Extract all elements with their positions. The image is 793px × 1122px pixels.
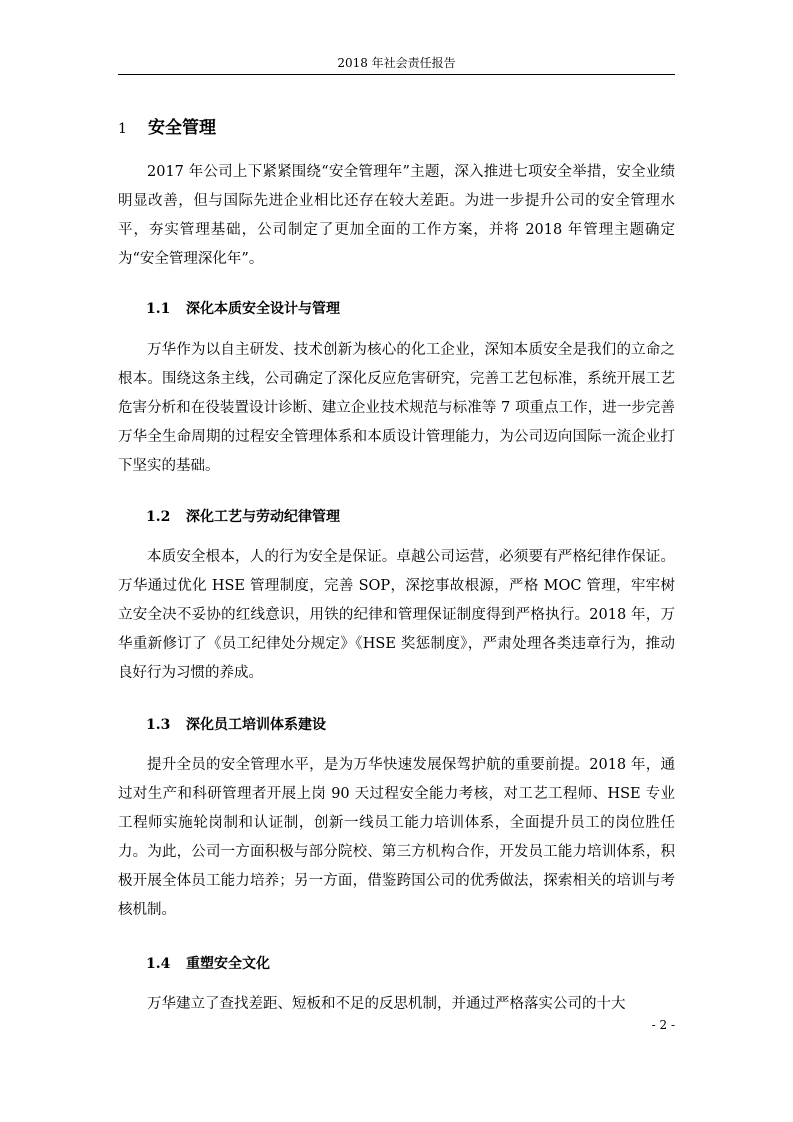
subsection-heading-1-3 xyxy=(146,714,326,736)
intro-paragraph: 2017 年公司上下紧紧围绕“安全管理年”主题，深入推进七项安全举措，安全业绩明显改善，但与国际先进企业相比还存在较大差距。为进一步提升公司的安全管理水平，夯实管理基础，公司制定了更加全面的工作方案，并将 2018 年管理主题确定为“安全管理深化年”。 xyxy=(118,164,675,267)
subsection-title: 重塑安全文化 xyxy=(186,956,270,972)
header-rule xyxy=(118,74,675,75)
subsection-title: 深化本质安全设计与管理 xyxy=(186,301,340,317)
subsection-number: 1.1 xyxy=(146,301,171,317)
subsection-heading-1-4 xyxy=(146,953,270,975)
subsection-body-1-3: 提升全员的安全管理水平，是为万华快速发展保驾护航的重要前提。2018 年，通过对生产和科研管理者开展上岗 90 天过程安全能力考核，对工艺工程师、HSE 专业工程师实施轮岗制和认证制，创新一线员工能力培训体系，全面提升员工的岗位胜任力。为此，公司一方面积极与部分院校、第三方机构合作，开发员工能力培训体系，积极开展全体员工能力培养；另一方面，借鉴跨国公司的优秀做法，探索相关的培训与考核机制。 xyxy=(118,757,675,918)
subsection-body-1-2: 本质安全根本，人的行为安全是保证。卓越公司运营，必须要有严格纪律作保证。万华通过优化 HSE 管理制度，完善 SOP，深挖事故根源，严格 MOC 管理，牢牢树立安全决不妥协的红线意识，用铁的纪律和管理保证制度得到严格执行。2018 年，万华重新修订了《员工纪律处分规定》《HSE 奖惩制度》，严肃处理各类违章行为，推动良好行为习惯的养成。 xyxy=(118,549,675,681)
subsection-title: 深化工艺与劳动纪律管理 xyxy=(186,509,340,525)
subsection-number: 1.2 xyxy=(146,509,171,525)
subsection-title: 深化员工培训体系建设 xyxy=(186,717,326,733)
subsection-number: 1.4 xyxy=(146,956,171,972)
section-title: 安全管理 xyxy=(148,118,216,138)
subsection-number: 1.3 xyxy=(146,717,171,733)
subsection-heading-1-2 xyxy=(146,506,340,528)
subsection-body-1-1: 万华作为以自主研发、技术创新为核心的化工企业，深知本质安全是我们的立命之根本。围绕这条主线，公司确定了深化反应危害研究，完善工艺包标准，系统开展工艺危害分析和在役装置设计诊断、建立企业技术规范与标准等 7 项重点工作，进一步完善万华全生命周期的过程安全管理体系和本质设计管理能力，为公司迈向国际一流企业打下坚实的基础。 xyxy=(118,342,675,474)
subsection-body-1-4: 万华建立了查找差距、短板和不足的反思机制，并通过严格落实公司的十大 xyxy=(147,996,626,1012)
section-number: 1 xyxy=(118,121,127,137)
section-heading xyxy=(118,116,216,141)
subsection-heading-1-1 xyxy=(146,298,340,320)
page-number: - 2 - xyxy=(651,1018,675,1032)
running-header: 2018 年社会责任报告 xyxy=(337,56,456,70)
